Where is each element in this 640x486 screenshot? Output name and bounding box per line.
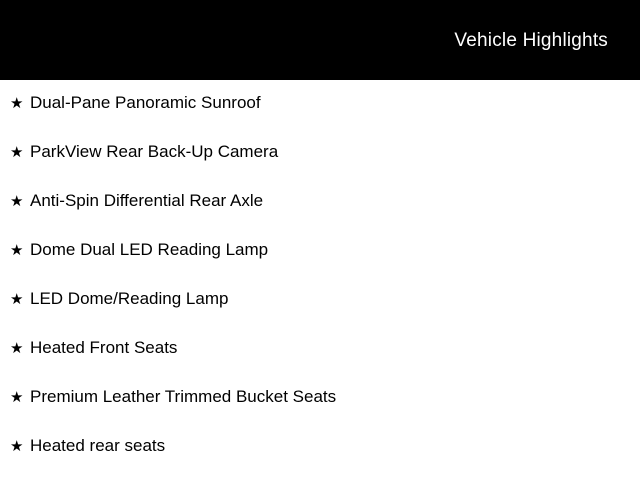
highlight-label: Anti-Spin Differential Rear Axle — [30, 191, 264, 210]
star-icon: ★ — [10, 438, 24, 455]
list-item — [0, 241, 640, 290]
highlight-label: Dome Dual LED Reading Lamp — [30, 240, 269, 259]
highlight-label: LED Dome/Reading Lamp — [30, 289, 229, 308]
star-icon: ★ — [10, 291, 24, 308]
highlight-label: Premium Leather Trimmed Bucket Seats — [30, 387, 337, 406]
list-item — [0, 94, 640, 143]
list-item — [0, 192, 640, 241]
list-item — [0, 290, 640, 339]
star-icon: ★ — [10, 340, 24, 357]
star-icon: ★ — [10, 242, 24, 259]
highlight-label: Heated rear seats — [30, 436, 166, 455]
highlight-label: ParkView Rear Back-Up Camera — [30, 142, 279, 161]
star-icon: ★ — [10, 389, 24, 406]
star-icon: ★ — [10, 95, 24, 112]
star-icon: ★ — [10, 193, 24, 210]
list-item — [0, 437, 640, 486]
list-item — [0, 388, 640, 437]
page-title: Vehicle Highlights — [454, 29, 608, 51]
highlight-label: Heated Front Seats — [30, 338, 178, 357]
page-header — [0, 0, 640, 80]
list-item — [0, 143, 640, 192]
highlight-label: Dual-Pane Panoramic Sunroof — [30, 93, 261, 112]
star-icon: ★ — [10, 144, 24, 161]
highlights-list — [0, 80, 640, 486]
list-item — [0, 339, 640, 388]
